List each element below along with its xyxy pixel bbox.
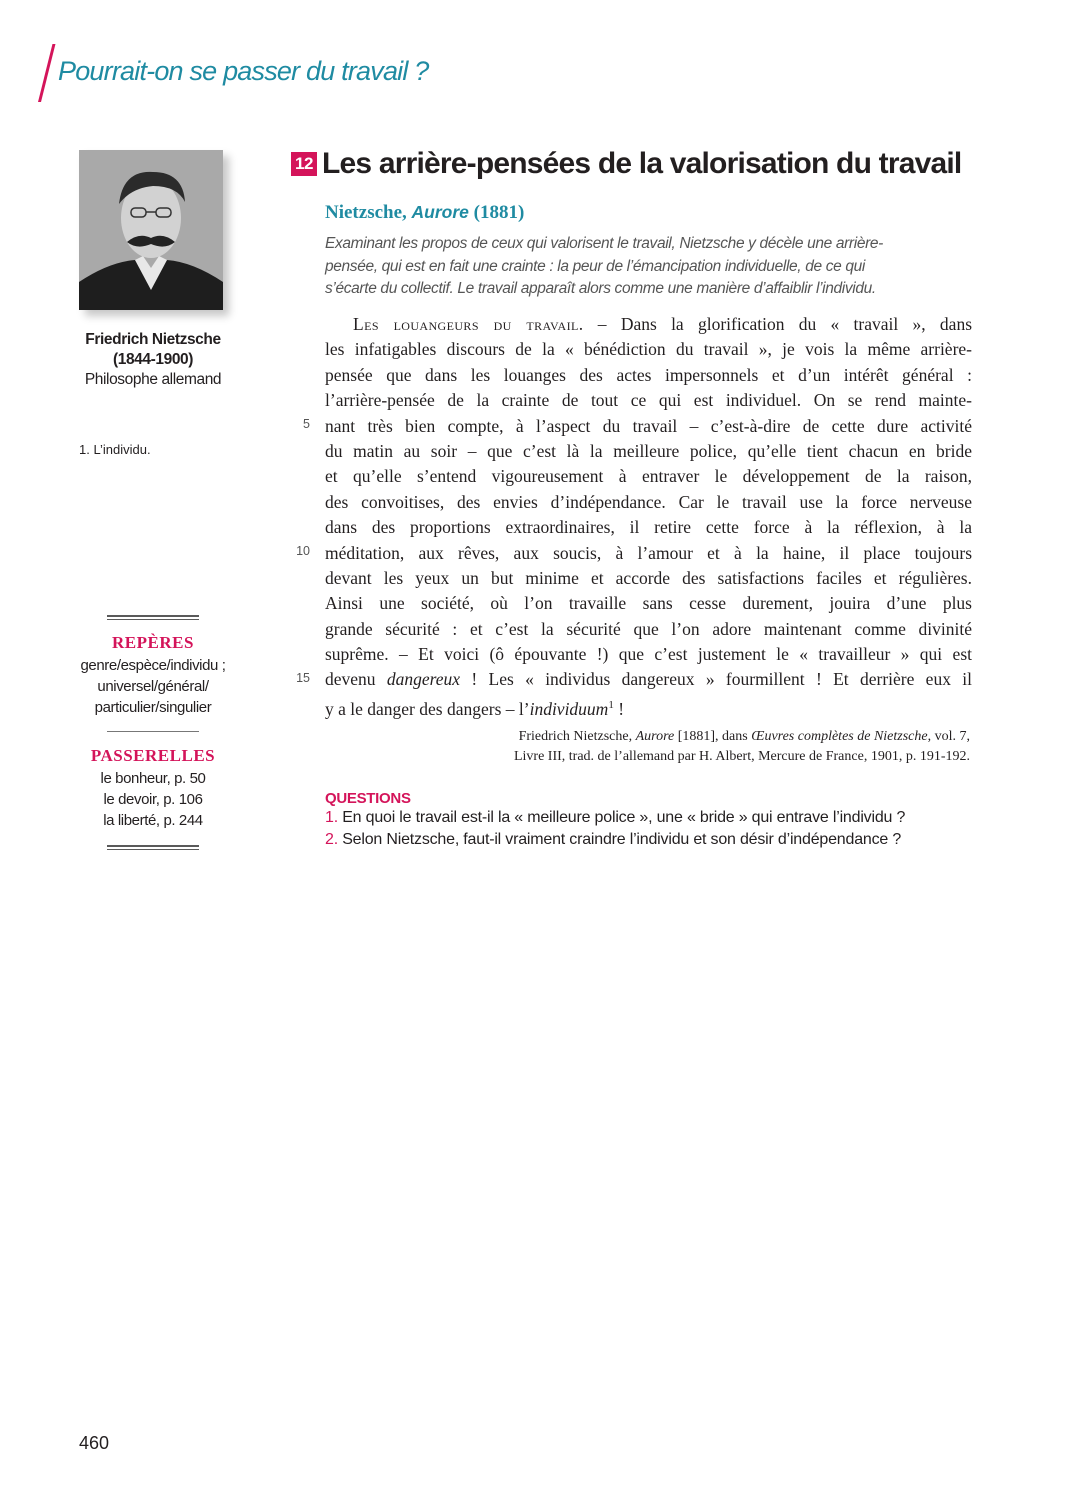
author-dates: (1844-1900) (112, 351, 194, 368)
text-line: Ainsi une société, où l’on travaille sans cesse durement, jouira d’une plus (325, 593, 972, 614)
footnote-ref: 1 (608, 698, 614, 711)
header-accent-slash (38, 44, 55, 102)
question-number: 2. (325, 831, 338, 848)
text-line: grande sécurité : et c’est la sécurité que l’on adore maintenant comme divinité (325, 618, 972, 639)
divider (107, 615, 199, 620)
question-item (325, 831, 901, 849)
text-line: suprême. – Et voici (ô épouvante !) que c’est justement le « travailleur » qui est (325, 644, 972, 665)
text-line: Les louangeurs du travail. – Dans la glorification du « travail », dans (353, 314, 973, 334)
text-line: les infatigables discours de la « bénédiction du travail », je vois la même arrière- (325, 339, 972, 360)
footnote: 1. L’individu. (79, 442, 151, 457)
line-number: 5 (303, 417, 310, 431)
question-number: 1. (325, 809, 338, 826)
intro-line: s’écarte du collectif. Le travail apparaît alors comme une manière d’affaiblir l’individu. (325, 280, 876, 297)
question-text: Selon Nietzsche, faut-il vraiment craindre l’individu et son désir d’indépendance ? (337, 831, 902, 848)
text-line: pensée que dans les louanges des actes impersonnels et d’un intérêt général : (325, 364, 972, 385)
text-line: des convoitises, des envies d’indépendance. Car le travail use la force nerveuse (325, 491, 972, 512)
intro-line: Examinant les propos de ceux qui valorisent le travail, Nietzsche y décèle une arrière- (325, 235, 883, 252)
passerelle-link: le devoir, p. 106 (103, 791, 203, 808)
reperes-line: particulier/singulier (94, 699, 212, 716)
text-source (325, 202, 524, 224)
line-number: 10 (296, 544, 310, 558)
text-line: nant très bien compte, à l’aspect du travail – c’est-à-dire de cette dure activité (325, 415, 972, 436)
reperes-heading: REPÈRES (112, 633, 194, 652)
citation (325, 727, 970, 767)
source-year: (1881) (468, 202, 525, 223)
intro-line: pensée, qui est en fait une crainte : la peur de l’émancipation individuelle, de ce qui (325, 257, 865, 275)
text-line: devant les yeux un but minime et accorde des satisfactions faciles et régulières. (325, 567, 972, 588)
line-number: 15 (296, 671, 310, 685)
excerpt-body (325, 312, 972, 718)
source-author: Nietzsche, (325, 202, 412, 223)
author-portrait (79, 150, 223, 310)
reperes-line: genre/espèce/individu ; (80, 657, 226, 674)
divider (107, 845, 199, 850)
portrait-photo-icon (79, 150, 223, 310)
text-line: méditation, aux rêves, aux soucis, à l’amour et à la haine, il place toujours (325, 542, 972, 563)
author-name: Friedrich Nietzsche (85, 331, 221, 348)
passerelles-heading: PASSERELLES (90, 746, 216, 765)
question-item (325, 809, 905, 827)
divider (107, 731, 199, 732)
citation-line-1: Friedrich Nietzsche, Aurore [1881], dans Œuvres complètes de Nietzsche, vol. 7, (518, 729, 970, 744)
citation-line-2: Livre III, trad. de l’allemand par H. Albert, Mercure de France, 1901, p. 191-192. (513, 749, 970, 764)
passerelle-link: le bonheur, p. 50 (100, 770, 206, 787)
questions-heading: QUESTIONS (325, 790, 411, 807)
text-line: y a le danger des dangers – l’individuum$^1$ ! (325, 698, 625, 719)
excerpt-lead: Les louangeurs du travail. (353, 314, 584, 334)
passerelle-link: la liberté, p. 244 (103, 812, 203, 829)
page-number: 460 (79, 1433, 110, 1453)
author-role: Philosophe allemand (84, 371, 222, 388)
text-number-badge: 12 (291, 152, 317, 176)
question-text: En quoi le travail est-il la « meilleure police », une « bride » qui entrave l’individu ? (337, 809, 906, 826)
text-line: du matin au soir – que c’est là la meilleure police, qu’elle tient chacun en bride (325, 440, 972, 461)
text-line: dans des proportions extraordinaires, il retire cette force à la réflexion, à la (325, 517, 972, 538)
chapter-title: Pourrait-on se passer du travail ? (58, 56, 429, 86)
text-line: l’arrière-pensée de la crainte de tout ce qui est individuel. On se rend mainte- (325, 390, 972, 411)
text-line: et qu’elle s’entend vigoureusement à entraver le développement de la raison, (325, 466, 972, 487)
text-title: Les arrière-pensées de la valorisation du travail (322, 147, 962, 180)
reperes-line: universel/général/ (97, 678, 209, 695)
intro-paragraph (325, 233, 965, 301)
text-line: devenu dangereux ! Les « individus dangereux » fourmillent ! Et derrière eux il (325, 669, 972, 690)
source-work: Aurore (411, 202, 469, 222)
